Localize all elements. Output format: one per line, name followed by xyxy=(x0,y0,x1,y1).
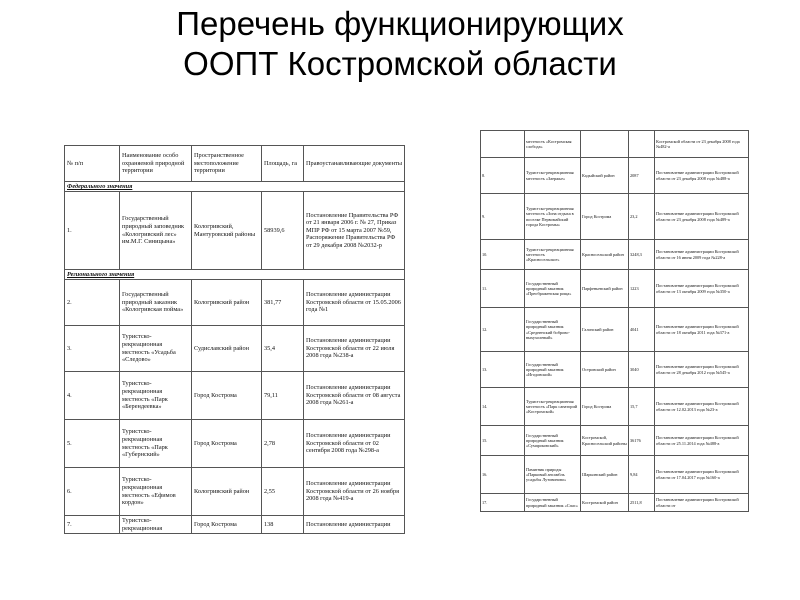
cell-legal-document: Постановление администрации Костромской области от 28 декабря 2012 года №545-а xyxy=(655,352,749,388)
table-row xyxy=(481,426,749,456)
cell-area-ha: 79,11 xyxy=(262,372,304,420)
cell-row-number: 4. xyxy=(65,372,120,420)
cell-row-number: 2. xyxy=(65,280,120,326)
cell-row-number: 6. xyxy=(65,468,120,516)
cell-legal-document: Костромской области от 23 декабря 2008 года №482-а xyxy=(655,131,749,158)
cell-area-ha: 381,77 xyxy=(262,280,304,326)
cell-reserve-name: Государственный природный заповедник «Кологривский лес» им.М.Г. Синицына» xyxy=(120,192,192,270)
cell-reserve-name: Государственный природный заказник «Сумароковский» xyxy=(525,426,581,456)
column-header: Площадь, га xyxy=(262,146,304,182)
table-row xyxy=(65,468,405,516)
table-row xyxy=(481,494,749,512)
column-header: Правоустанавливающие документы xyxy=(304,146,405,182)
cell-area-ha: 36176 xyxy=(629,426,655,456)
cell-legal-document: Постановление администрации Костромской области от 26 ноября 2008 года №419-а xyxy=(304,468,405,516)
cell-reserve-name: Туристско-рекреационная местность «Зона отдыха в поселке Первомайский города Костромы» xyxy=(525,194,581,240)
section-federal xyxy=(65,182,405,192)
table-row xyxy=(481,158,749,194)
header-row xyxy=(65,146,405,182)
cell-reserve-name: местность «Костромская слобода» xyxy=(525,131,581,158)
table-row xyxy=(481,194,749,240)
cell-legal-document: Постановление администрации Костромской области от 13 октября 2009 года №350-а xyxy=(655,270,749,308)
cell-row-number: 17. xyxy=(481,494,525,512)
section-regional-label: Регионального значения xyxy=(65,270,405,280)
cell-reserve-name: Государственный природный заказник «Игодовский» xyxy=(525,352,581,388)
cell-location: Галичский район xyxy=(581,308,629,352)
cell-reserve-name: Туристско-рекреационная местность «Ефимов кордон» xyxy=(120,468,192,516)
cell-area-ha: 3248,3 xyxy=(629,240,655,270)
cell-location xyxy=(581,131,629,158)
cell-location: Костромской район xyxy=(581,494,629,512)
table-row xyxy=(65,326,405,372)
cell-location: Кологривский район xyxy=(192,468,262,516)
cell-reserve-name: Государственный природный заказник «Спас» xyxy=(525,494,581,512)
cell-area-ha: 2,78 xyxy=(262,420,304,468)
cell-location: Островский район xyxy=(581,352,629,388)
table-row xyxy=(65,280,405,326)
column-header: № п/п xyxy=(65,146,120,182)
cell-row-number: 1. xyxy=(65,192,120,270)
cell-row-number: 9. xyxy=(481,194,525,240)
cell-reserve-name: Туристско-рекреационная местность «Парк санаторий «Костромской» xyxy=(525,388,581,426)
table-row xyxy=(481,131,749,158)
cell-row-number: 11. xyxy=(481,270,525,308)
section-regional xyxy=(65,270,405,280)
cell-location: Судиславский район xyxy=(192,326,262,372)
section-federal-label: Федерального значения xyxy=(65,182,405,192)
column-header: Наименование особо охраняемой природной территории xyxy=(120,146,192,182)
cell-area-ha: 1223 xyxy=(629,270,655,308)
table-row xyxy=(65,420,405,468)
cell-area-ha: 4041 xyxy=(629,308,655,352)
cell-area-ha: 2,55 xyxy=(262,468,304,516)
cell-reserve-name: Туристско-рекреационная местность «Парк «Берендеевка» xyxy=(120,372,192,420)
title-line-2: ООПТ Костромской области xyxy=(183,45,617,82)
cell-reserve-name: Туристско-рекреационная местность «Парк «Губернский» xyxy=(120,420,192,468)
cell-reserve-name: Туристско-рекреационная xyxy=(120,516,192,534)
cell-legal-document: Постановление Правительства РФ от 21 января 2006 г. № 27, Приказ МПР РФ от 15 марта 2007 №59, Распоряжение Правительства РФ от 29 декабря 2008 №2032-р xyxy=(304,192,405,270)
cell-area-ha: 15,7 xyxy=(629,388,655,426)
table-row xyxy=(481,308,749,352)
cell-reserve-name: Государственный природный заказник «Средненский боброво-выхухолевый» xyxy=(525,308,581,352)
cell-legal-document: Постановление администрации Костромской области от 16 июня 2009 года №228-а xyxy=(655,240,749,270)
cell-location: Кологривский район xyxy=(192,280,262,326)
cell-area-ha: 58939,6 xyxy=(262,192,304,270)
table-row xyxy=(481,240,749,270)
cell-location: Город Кострома xyxy=(192,372,262,420)
cell-location: Город Кострома xyxy=(192,420,262,468)
cell-reserve-name: Государственный природный заказник «Кологривская пойма» xyxy=(120,280,192,326)
cell-area-ha: 23,2 xyxy=(629,194,655,240)
title-line-1: Перечень функционирующих xyxy=(176,5,624,42)
cell-location: Шарьинский район xyxy=(581,456,629,494)
right-table xyxy=(480,130,749,512)
table-row xyxy=(481,270,749,308)
cell-location: Красносельский район xyxy=(581,240,629,270)
cell-location: Костромской, Красносельский районы xyxy=(581,426,629,456)
cell-legal-document: Постановление администрации Костромской области от xyxy=(655,494,749,512)
cell-row-number: 13. xyxy=(481,352,525,388)
cell-row-number: 8. xyxy=(481,158,525,194)
cell-area-ha: 138 xyxy=(262,516,304,534)
cell-legal-document: Постановление администрации Костромской области от 18 октября 2011 года №371-а xyxy=(655,308,749,352)
cell-row-number: 5. xyxy=(65,420,120,468)
cell-legal-document: Постановление администрации Костромской области от 23 декабря 2008 года №489-а xyxy=(655,194,749,240)
cell-location: Кологривский, Мантуровский районы xyxy=(192,192,262,270)
cell-area-ha: 3040 xyxy=(629,352,655,388)
cell-legal-document: Постановление администрации Костромской области от 25.11.2014 года №488-а xyxy=(655,426,749,456)
cell-area-ha: 35,4 xyxy=(262,326,304,372)
cell-row-number: 15. xyxy=(481,426,525,456)
cell-legal-document: Постановление администрации Костромской области от 15.05.2006 года №1 xyxy=(304,280,405,326)
cell-row-number: 3. xyxy=(65,326,120,372)
cell-location: Город Кострома xyxy=(581,194,629,240)
cell-area-ha: 2087 xyxy=(629,158,655,194)
cell-legal-document: Постановление администрации Костромской области от 12.02.2013 года №23-а xyxy=(655,388,749,426)
cell-reserve-name: Туристско-рекреационная местность «Заержье» xyxy=(525,158,581,194)
left-table xyxy=(64,145,405,534)
cell-location: Город Кострома xyxy=(192,516,262,534)
slide-title xyxy=(0,4,800,84)
cell-reserve-name: Туристско-рекреационная местность «Усадьба «Следово» xyxy=(120,326,192,372)
cell-row-number: 7. xyxy=(65,516,120,534)
table-row xyxy=(481,352,749,388)
cell-location: Парфеньевский район xyxy=(581,270,629,308)
table-row xyxy=(65,372,405,420)
cell-area-ha: 9,84 xyxy=(629,456,655,494)
cell-legal-document: Постановление администрации Костромской области от 02 сентября 2008 года №298-а xyxy=(304,420,405,468)
cell-legal-document: Постановление администрации Костромской области от 22 июля 2008 года №238-а xyxy=(304,326,405,372)
table-row xyxy=(481,456,749,494)
cell-location: Город Кострома xyxy=(581,388,629,426)
cell-row-number: 12. xyxy=(481,308,525,352)
cell-location: Кадыйский район xyxy=(581,158,629,194)
cell-reserve-name: Государственный природный заказник «Преображенская роща» xyxy=(525,270,581,308)
cell-row-number: 16. xyxy=(481,456,525,494)
table-row xyxy=(481,388,749,426)
table-row xyxy=(65,516,405,534)
table-row xyxy=(65,192,405,270)
cell-area-ha: 2511,8 xyxy=(629,494,655,512)
cell-legal-document: Постановление администрации Костромской области от 23 декабря 2008 года №488-а xyxy=(655,158,749,194)
cell-reserve-name: Памятник природы «Парковый ансамбль усадьбы Лутовиново» xyxy=(525,456,581,494)
cell-legal-document: Постановление администрации xyxy=(304,516,405,534)
cell-area-ha xyxy=(629,131,655,158)
column-header: Пространственное местоположение территории xyxy=(192,146,262,182)
cell-legal-document: Постановление администрации Костромской области от 17.04.2017 года №160-а xyxy=(655,456,749,494)
cell-row-number xyxy=(481,131,525,158)
cell-row-number: 10. xyxy=(481,240,525,270)
cell-row-number: 14. xyxy=(481,388,525,426)
cell-legal-document: Постановление администрации Костромской области от 08 августа 2008 года №261-а xyxy=(304,372,405,420)
cell-reserve-name: Туристско-рекреационная местность «Красносельское» xyxy=(525,240,581,270)
